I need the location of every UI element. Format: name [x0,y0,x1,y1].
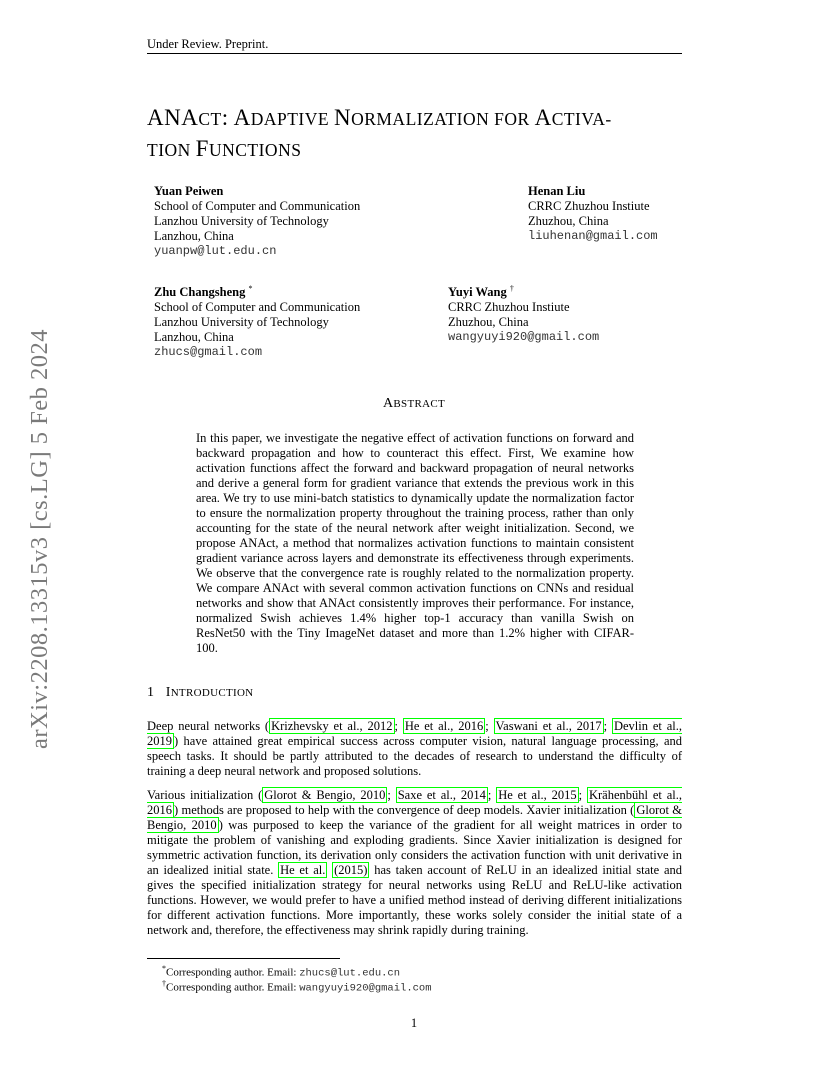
author-affiliation: School of Computer and Communication [154,199,361,213]
abstract-text: In this paper, we investigate the negative effect of activation functions on forward and backward propagation and how to counteract this effect. First, We examine how activation functions affect the forward and backward propagation of neural networks and derive a general form for gradient variance that extends the previous work in this area. We try to use mini-batch statistics to dynamically update the normalization factor to ensure the normalization property throughout the training process, rather than only accounting for the state of the neural network after weight initialization. Second, we propose ANAct, a method that normalizes activation functions to maintain consistent gradient variance across layers and demonstrate its effectiveness through experiments. We observe that the convergence rate is roughly related to the normalization property. We compare ANAct with several common activation functions on CNNs and residual networks and show that ANAct consistently improves their performance. For instance, normalized Swish achieves 1.4% higher top-1 accuracy than vanilla Swish on ResNet50 with the Tiny ImageNet dataset and more than 1.2% higher with CIFAR-100. [196,431,634,655]
author-block [448,281,599,345]
author-name: Henan Liu [528,184,586,198]
citation-link[interactable]: He et al., 2015 [498,788,577,802]
citation-link[interactable]: Krizhevsky et al., 2012 [271,719,393,733]
author-affiliation: School of Computer and Communication [154,300,361,315]
author-name: Yuyi Wang [448,285,507,300]
footnote-mark: † [509,284,514,293]
footnote-mark: * [248,284,253,293]
author-affiliation: CRRC Zhuzhou Instiute [528,199,650,213]
author-location: Lanzhou, China [154,229,234,243]
author-affiliation: CRRC Zhuzhou Instiute [448,300,570,315]
abstract-heading: ABSTRACT [382,396,446,411]
author-location: Zhuzhou, China [448,315,529,330]
arxiv-stamp: arXiv:2208.13315v3 [cs.LG] 5 Feb 2024 [26,329,53,749]
author-affiliation: Lanzhou University of Technology [154,214,329,228]
page-number: 1 [410,1016,418,1030]
header-rule [147,53,682,54]
author-email[interactable]: yuanpw@lut.edu.cn [154,244,277,258]
footnote-rule [147,958,340,959]
author-email[interactable]: liuhenan@gmail.com [528,229,658,243]
footnote: †Corresponding author. Email: wangyuyi920@gmail.com [162,979,432,995]
intro-paragraph-1: Deep neural networks ( Krizhevsky et al., 2012 ; He et al., 2016 ; Vaswani et al., 2017 ; Devlin et al., 2019 ) have attained great empirical success across computer vision, natural language processing, and speech tasks. It should be partly attributed to the decades of research to understand the difficulty of training a deep neural network and proposed solutions. [147,719,682,778]
author-email[interactable]: wangyuyi920@gmail.com [448,330,600,345]
author-email[interactable]: zhucs@gmail.com [154,345,263,360]
section-heading: 1 INTRODUCTION [147,685,254,700]
citation-link[interactable]: Devlin et al., 2019 [147,719,682,748]
citation-link[interactable]: He et al., 2016 [404,719,484,733]
citation-link[interactable]: Glorot & Bengio, 2010 [264,788,386,802]
intro-paragraph-2: Various initialization ( Glorot & Bengio, 2010 ; Saxe et al., 2014 ; He et al., 2015 ; Krähenbühl et al., 2016 ) methods are proposed to help with the convergence of deep models. Xavier initialization ( Glorot & Bengio, 2010 ) was purposed to keep the variance of the gradient for all weight matrices in order to mitigate the problem of vanishing and exploding gradients. Since Xavier initialization is designed for symmetric activation function, its derivation only considers the activation function with unit derivative in an idealized initial state. He et al. (2015) has taken account of ReLU in an idealized initial state and gives the specified initialization strategy for neural networks using ReLU and ReLU-like activation functions. However, we would prefer to have a unified method instead of deriving different initializations for different activation functions. More importantly, these works solely consider the initial state of a network and, therefore, the effectiveness may shrink rapidly during training. [147,788,683,937]
paper-title: ANACT: ADAPTIVE NORMALIZATION FOR ACTIVA- TION FUNCTIONS [147,105,612,161]
citation-link[interactable]: Glorot & Bengio, 2010 [147,803,682,832]
citation-link[interactable]: Vaswani et al., 2017 [495,719,602,733]
footnote-email[interactable]: zhucs@lut.edu.cn [299,967,401,980]
footnote: *Corresponding author. Email: zhucs@lut.edu.cn [162,964,401,980]
author-location: Zhuzhou, China [528,214,609,228]
author-block [154,281,360,360]
author-affiliation: Lanzhou University of Technology [154,315,329,330]
citation-link[interactable]: Krähenbühl et al., 2016 [147,788,682,817]
author-location: Lanzhou, China [154,330,234,345]
author-block [528,184,658,244]
footnote-email[interactable]: wangyuyi920@gmail.com [299,982,432,995]
citation-link[interactable]: (2015) [334,863,368,877]
author-name: Yuan Peiwen [154,184,224,198]
author-block [154,184,360,259]
running-header: Under Review. Preprint. [147,37,269,51]
citation-link[interactable]: Saxe et al., 2014 [397,788,486,802]
citation-link[interactable]: He et al. [280,863,326,877]
author-name: Zhu Changsheng [154,285,246,300]
